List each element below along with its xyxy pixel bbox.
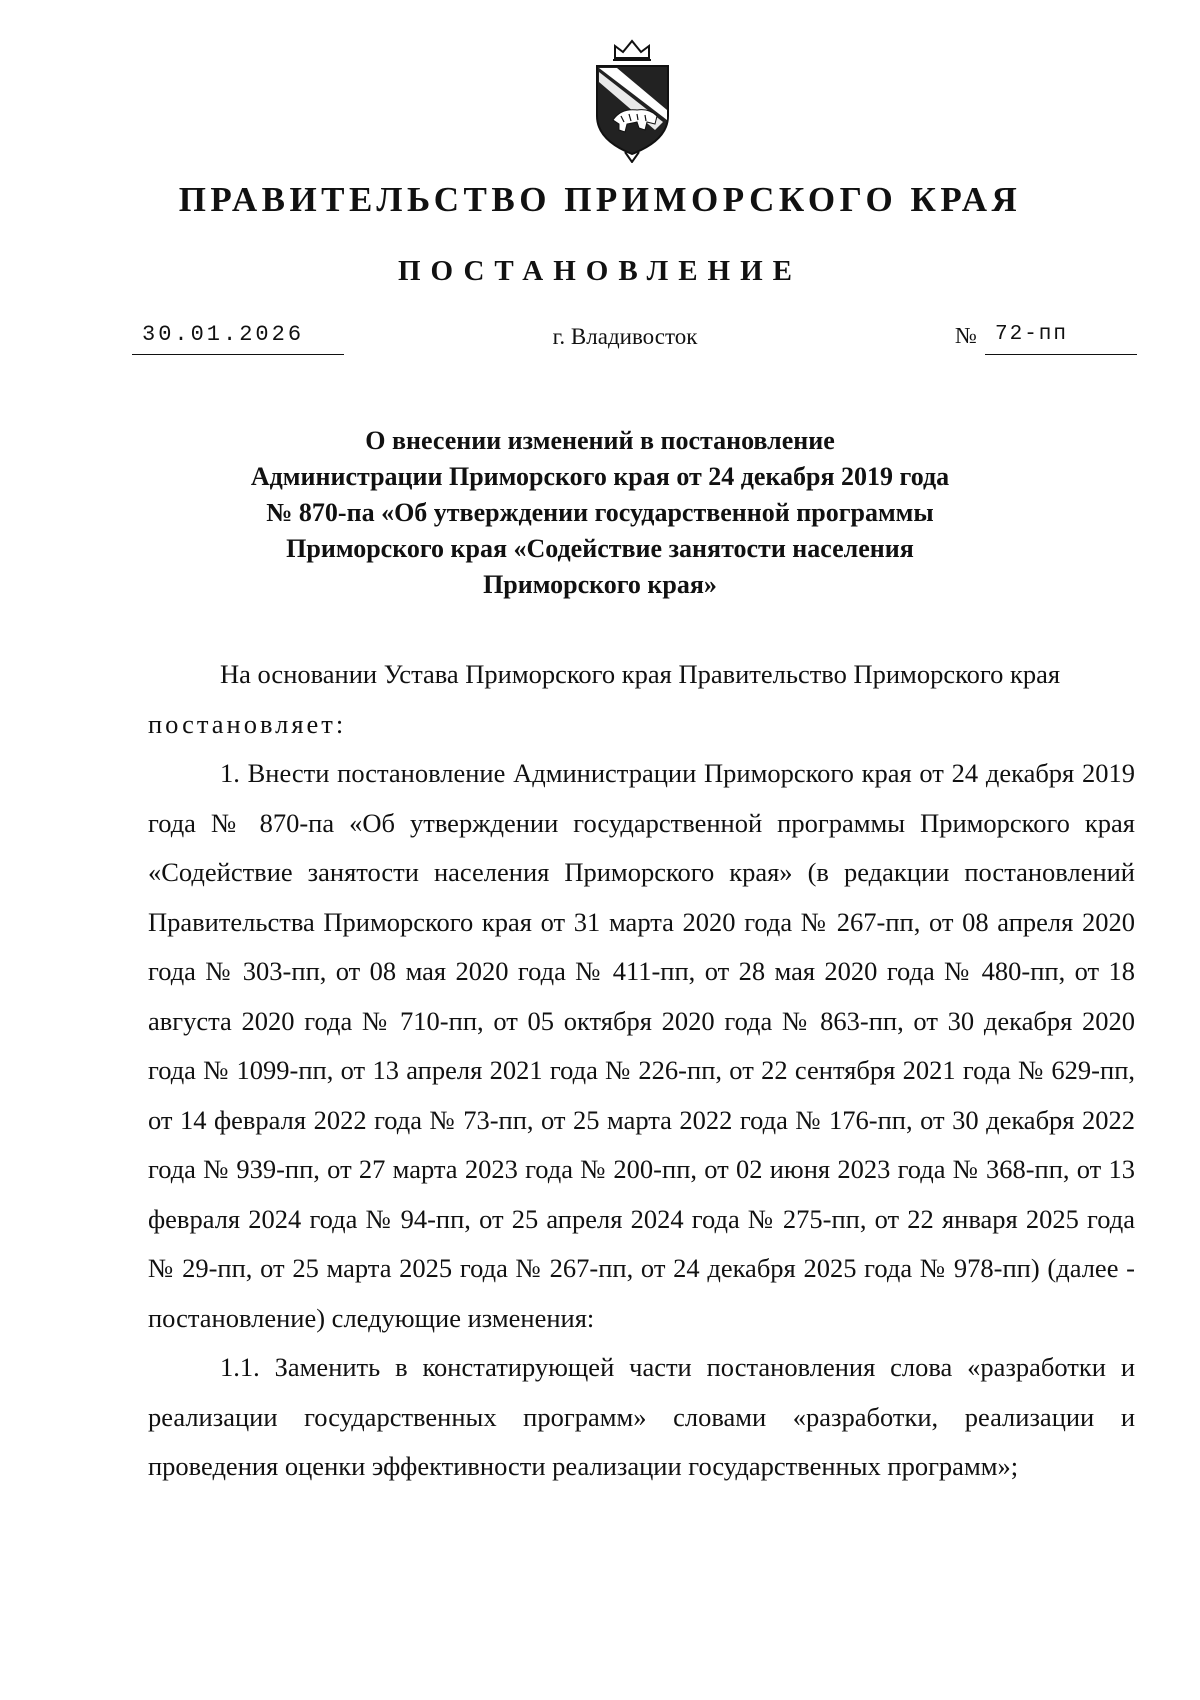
document-subject	[210, 423, 990, 603]
number-underline	[985, 354, 1137, 355]
document-body	[148, 650, 1135, 1492]
document-date: 30.01.2026	[142, 322, 305, 347]
document-city: г. Владивосток	[552, 324, 698, 349]
coat-of-arms-icon	[585, 38, 680, 163]
subject-line: О внесении изменений в постановление	[365, 426, 835, 455]
decides-word: постановляет:	[148, 708, 347, 739]
subject-line: Администрации Приморского края от 24 декабря 2019 года	[250, 462, 950, 491]
organization-title: ПРАВИТЕЛЬСТВО ПРИМОРСКОГО КРАЯ	[178, 180, 1022, 219]
document-type-heading: ПОСТАНОВЛЕНИЕ	[397, 255, 802, 287]
number-sign: №	[955, 323, 977, 348]
preamble-paragraph: На основании Устава Приморского края Правительство Приморского края	[220, 659, 1061, 689]
subject-line: Приморского края»	[483, 570, 717, 599]
subject-line: Приморского края «Содействие занятости населения	[286, 534, 914, 563]
subject-line: № 870-па «Об утверждении государственной программы	[266, 498, 934, 527]
item-1-1-paragraph: 1.1. Заменить в констатирующей части постановления слова «разработки и реализации государственных программ» словами «разработки, реализации и проведения оценки эффективности реализации государственных программ»;	[148, 1352, 1135, 1481]
item-1-paragraph: 1. Внести постановление Администрации Приморского края от 24 декабря 2019 года № 870-па «Об утверждении государственной программы Приморского края «Содействие занятости населения Приморского края» (в редакции постановлений Правительства Приморского края от 31 марта 2020 года № 267-пп, от 08 апреля 2020 года № 303-пп, от 08 мая 2020 года № 411-пп, от 28 мая 2020 года № 480-пп, от 18 августа 2020 года № 710-пп, от 05 октября 2020 года № 863-пп, от 30 декабря 2020 года № 1099-пп, от 13 апреля 2021 года № 226-пп, от 22 сентября 2021 года № 629-пп, от 14 февраля 2022 года № 73-пп, от 25 марта 2022 года № 176-пп, от 30 декабря 2022 года № 939-пп, от 27 марта 2023 года № 200-пп, от 02 июня 2023 года № 368-пп, от 13 февраля 2024 года № 94-пп, от 25 апреля 2024 года № 275-пп, от 22 января 2025 года № 29-пп, от 25 марта 2025 года № 267-пп, от 24 декабря 2025 года № 978-пп) (далее - постановление) следующие изменения:	[148, 758, 1135, 1333]
document-number: 72-пп	[995, 323, 1069, 346]
date-underline	[132, 354, 344, 355]
